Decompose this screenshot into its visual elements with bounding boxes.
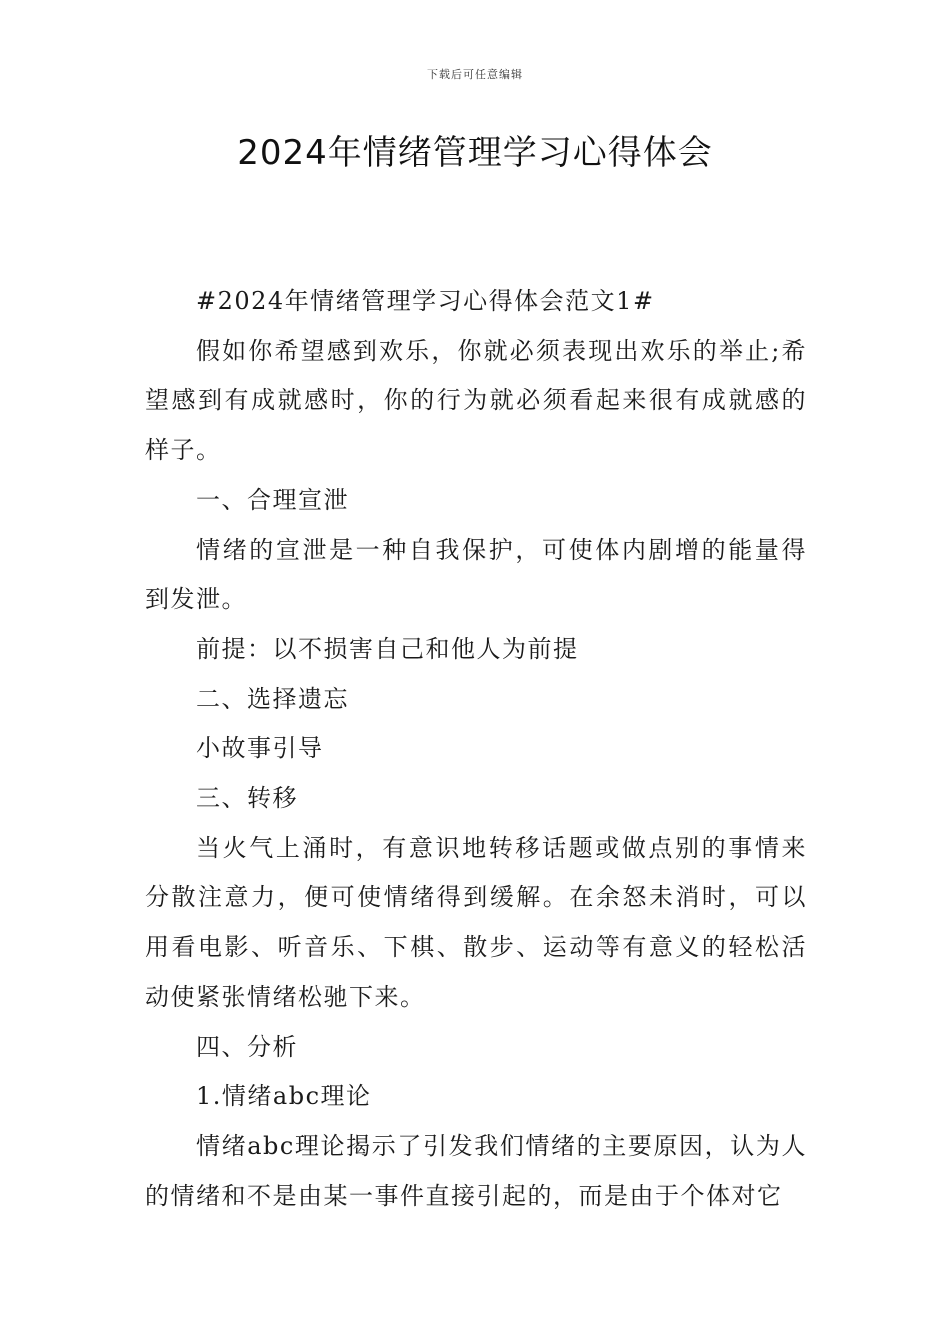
section-heading-example-1: #2024年情绪管理学习心得体会范文1# — [196, 287, 655, 315]
header-note: 下载后可任意编辑 — [427, 68, 523, 81]
subheading-abc-theory: 1.情绪abc理论 — [196, 1082, 372, 1111]
paragraph-story: 小故事引导 — [196, 734, 324, 763]
document-body — [145, 277, 807, 1221]
paragraph-transfer: 当火气上涌时，有意识地转移话题或做点别的事情来分散注意力，便可使情绪得到缓解。在余怒未消时，可以用看电影、听音乐、下棋、散步、运动等有意义的轻松活动使紧张情绪松驰下来。 — [145, 833, 807, 1011]
section-heading-3: 三、转移 — [196, 784, 298, 813]
section-heading-2: 二、选择遗忘 — [196, 684, 349, 713]
paragraph-intro: 假如你希望感到欢乐，你就必须表现出欢乐的举止;希望感到有成就感时，你的行为就必须看起来很有成就感的样子。 — [145, 336, 807, 465]
paragraph-premise: 前提：以不损害自己和他人为前提 — [196, 634, 579, 663]
paragraph-venting: 情绪的宣泄是一种自我保护，可使体内剧增的能量得到发泄。 — [145, 535, 807, 614]
section-heading-1: 一、合理宣泄 — [196, 485, 349, 514]
paragraph-abc-theory: 情绪abc理论揭示了引发我们情绪的主要原因，认为人的情绪和不是由某一事件直接引起的，而是由于个体对它 — [145, 1131, 807, 1210]
document-title: 2024年情绪管理学习心得体会 — [237, 133, 713, 173]
section-heading-4: 四、分析 — [196, 1032, 298, 1061]
